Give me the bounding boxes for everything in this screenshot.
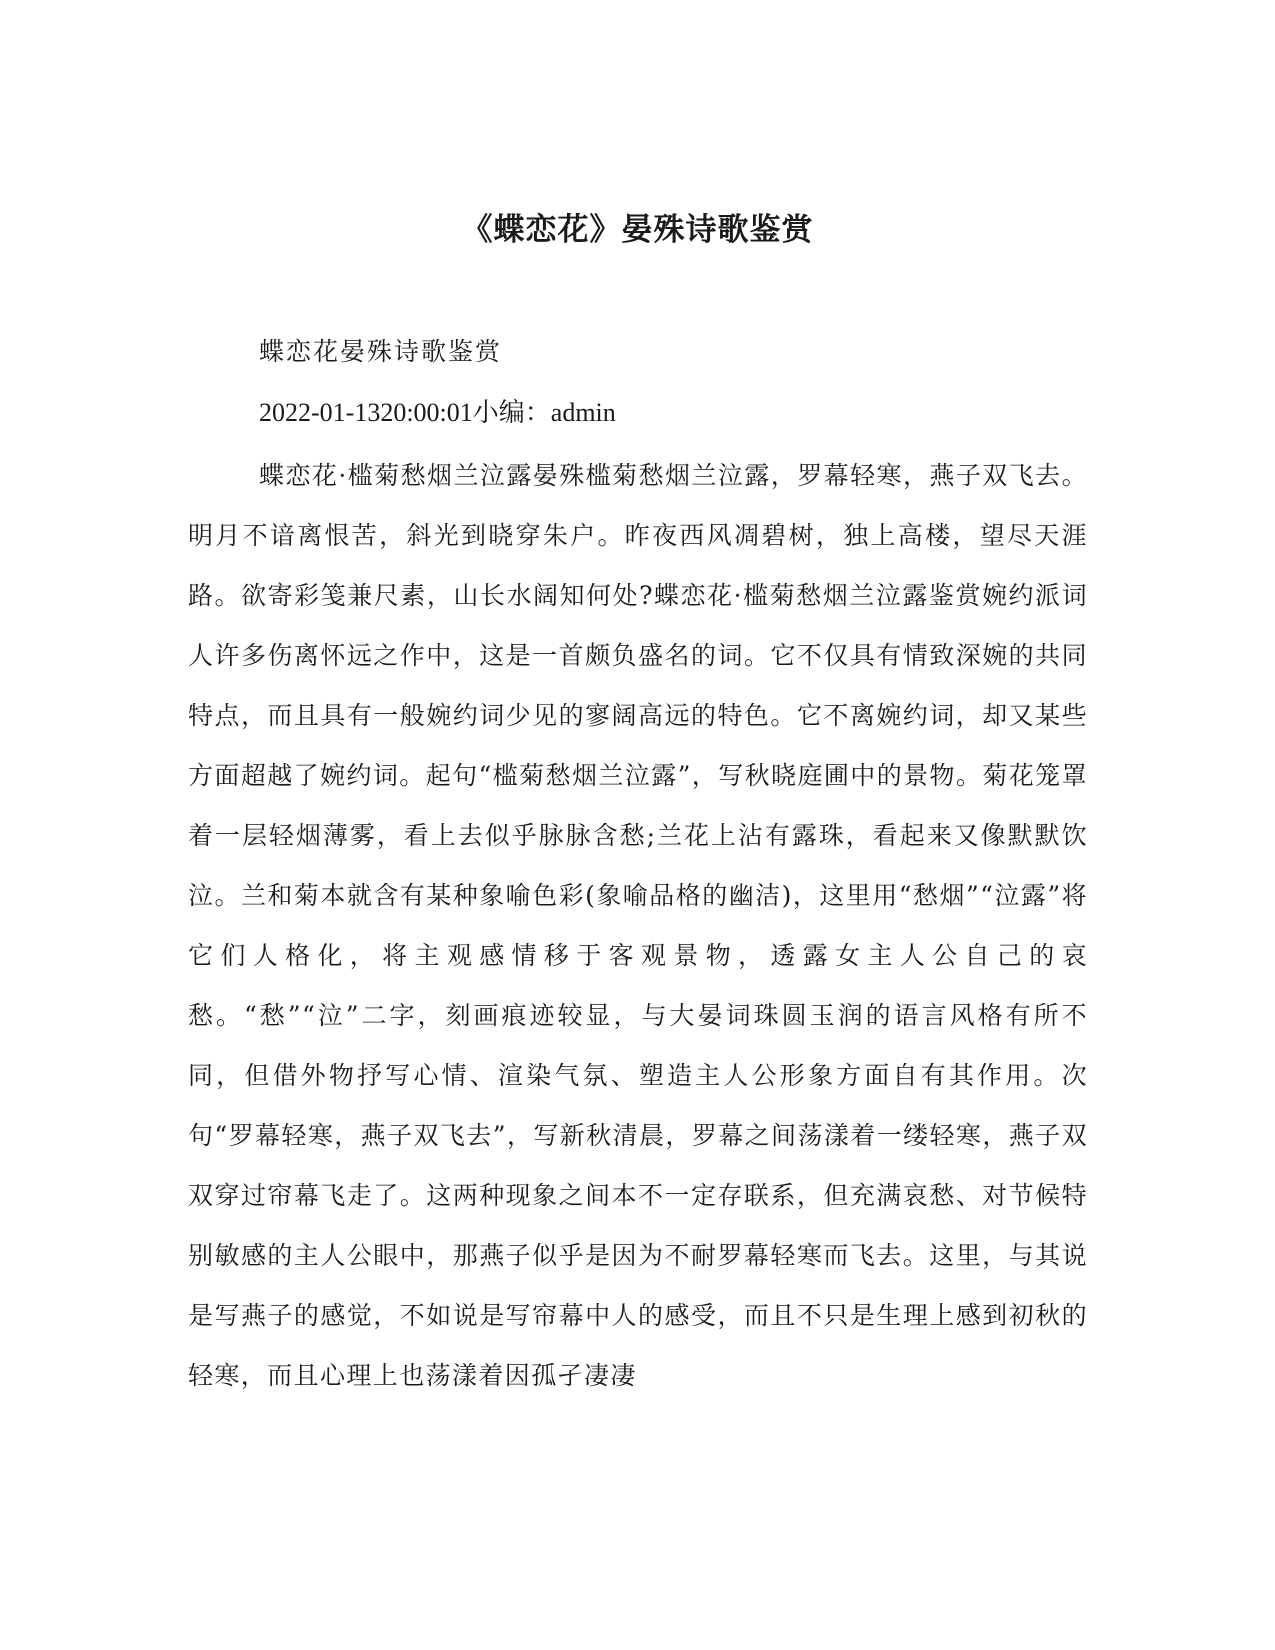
document-meta (259, 392, 616, 429)
publish-datetime: 2022-01-1320:00:01 (259, 398, 473, 427)
editor-label: 小编： (472, 398, 551, 427)
document-subtitle: 蝶恋花晏殊诗歌鉴赏 (259, 337, 503, 366)
document-body: 蝶恋花·槛菊愁烟兰泣露晏殊槛菊愁烟兰泣露，罗幕轻寒，燕子双飞去。明月不谙离恨苦，斜光到晓穿朱户。昨夜西风凋碧树，独上高楼，望尽天涯路。欲寄彩笺兼尺素，山长水阔知何处?蝶恋花·槛菊愁烟兰泣露鉴赏婉约派词人许多伤离怀远之作中，这是一首颇负盛名的词。它不仅具有情致深婉的共同特点，而且具有一般婉约词少见的寥阔高远的特色。它不离婉约词，却又某些方面超越了婉约词。起句“槛菊愁烟兰泣露”，写秋晓庭圃中的景物。菊花笼罩着一层轻烟薄雾，看上去似乎脉脉含愁;兰花上沾有露珠，看起来又像默默饮泣。兰和菊本就含有某种象喻色彩(象喻品格的幽洁)，这里用“愁烟”“泣露”将它们人格化，将主观感情移于客观景物，透露女主人公自己的哀愁。“愁”“泣”二字，刻画痕迹较显，与大晏词珠圆玉润的语言风格有所不同，但借外物抒写心情、渲染气氛、塑造主人公形象方面自有其作用。次句“罗幕轻寒，燕子双飞去”，写新秋清晨，罗幕之间荡漾着一缕轻寒，燕子双双穿过帘幕飞走了。这两种现象之间本不一定存联系，但充满哀愁、对节候特别敏感的主人公眼中，那燕子似乎是因为不耐罗幕轻寒而飞去。这里，与其说是写燕子的感觉，不如说是写帘幕中人的感受，而且不只是生理上感到初秋的轻寒，而且心理上也荡漾着因孤孑凄凄 (188, 461, 1088, 1390)
document-title: 《蝶恋花》晏殊诗歌鉴赏 (461, 212, 814, 248)
editor-name: admin (550, 398, 616, 427)
